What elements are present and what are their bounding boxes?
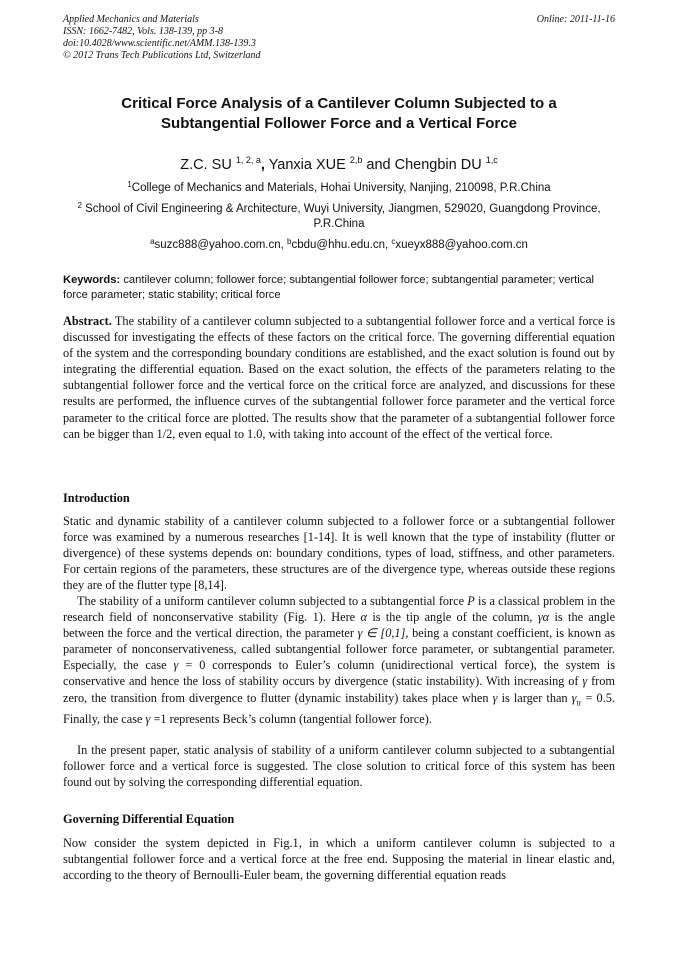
author-2-name: Yanxia XUE	[268, 157, 346, 173]
introduction-paragraph-1: Static and dynamic stability of a cantilever column subjected to a follower force or a subtangential follower force was examined by a numerous researches [1-14]. It is well known that the type of instability (flutter or divergence) of these systems depends on: boundary conditions, types of load, stiffness, and other parameters. For certain regions of the parameters, these structures are of the divergence type, whereas outside these regions they are of the flutter type [8,14].	[63, 514, 615, 593]
keywords-label: Keywords:	[63, 274, 121, 286]
email-c-sup: c	[391, 237, 396, 246]
email-b: cbdu@hhu.edu.cn,	[291, 239, 389, 251]
intro-p2-text-j: = 0.5. Finally, the case	[63, 690, 615, 727]
author-1-sup: 1, 2, a	[235, 155, 261, 165]
intro-p2-text-a: The stability of a uniform cantilever column subjected to a subtangential force	[77, 594, 465, 608]
introduction-paragraph-3: In the present paper, static analysis of stability of a uniform cantilever column subjected to a subtangential follower force and a vertical force is suggested. The close solution to critical force of this system has been found out by solving the corresponding differential equation.	[63, 743, 615, 790]
symbol-gamma-0: γ	[173, 658, 179, 673]
intro-p2-text-k: =1 represents Beck’s column (tangential follower force).	[153, 712, 432, 727]
email-a-sup: a	[150, 237, 155, 246]
paper-title	[63, 94, 615, 134]
author-3-sup: 1,c	[485, 155, 498, 165]
affiliation-1-sup: 1	[127, 180, 132, 189]
online-date: Online: 2011-11-16	[536, 14, 615, 25]
symbol-P: P	[467, 594, 475, 608]
journal-header	[63, 14, 615, 62]
author-and: and	[366, 157, 391, 173]
intro-p2-text-b: is a classical problem in the research field of nonconservative stability (Fig. 1). Here	[63, 594, 615, 625]
abstract-label: Abstract.	[63, 314, 112, 328]
email-list	[63, 234, 615, 253]
author-1-name: Z.C. SU	[180, 157, 232, 173]
journal-name: Applied Mechanics and Materials	[63, 14, 199, 25]
affiliation-2-text: School of Civil Engineering & Architecture, Wuyi University, Jiangmen, 529020, Guangdong Province, P.R.China	[85, 203, 601, 230]
keywords-text: cantilever column; follower force; subtangential follower force; subtangential parameter; vertical force parameter; static stability; critical force	[63, 274, 595, 301]
intro-p2-text-h: from zero, the transition from divergence to flutter (dynamic instability) takes place when	[63, 674, 615, 705]
author-separator: ,	[260, 157, 265, 173]
symbol-gamma-3: γ	[145, 712, 151, 727]
intro-p2-text-f: = 0 corresponds to Euler’s column (unidirectional vertical force), the system is conservative and hence the loss of stability occurs by divergence (static instability). With increasing of	[63, 658, 616, 689]
journal-copyright: © 2012 Trans Tech Publications Ltd, Switzerland	[63, 50, 261, 61]
journal-issn: ISSN: 1662-7482, Vols. 138-139, pp 3-8	[63, 26, 223, 37]
intro-p2-text-e: being a constant coefficient, is known as parameter of nonconservativeness, called subtangential follower force parameter, or subtangential parameter. Especially, the case	[63, 626, 615, 673]
keywords-block	[63, 273, 615, 302]
email-c: xueyx888@yahoo.com.cn	[395, 239, 528, 251]
symbol-gamma-1: γ	[582, 674, 588, 689]
title-line-2: Subtangential Follower Force and a Vertical Force	[161, 115, 517, 132]
email-b-sup: b	[287, 237, 292, 246]
abstract-paragraph	[63, 313, 615, 442]
affiliation-1	[63, 177, 615, 196]
title-line-1: Critical Force Analysis of a Cantilever Column Subjected to a	[121, 95, 557, 112]
subscript-tr: tr	[576, 698, 582, 708]
affiliation-2-sup: 2	[77, 201, 82, 210]
symbol-alpha: α	[360, 610, 367, 625]
author-list	[63, 151, 615, 174]
intro-p2-text-c: is the tip angle of the column,	[372, 610, 533, 625]
email-a: suzc888@yahoo.com.cn,	[154, 239, 284, 251]
abstract-text: The stability of a cantilever column subjected to a subtangential follower force and a vertical force is discussed for investigating the effects of these factors on the critical force. The governing differential equation of the system and the corresponding boundary conditions are established, and the exact solution is found out by integrating the differential equation. Based on the exact solution, the effects of the parameters relating to the subtangential follower force and the vertical force on the critical force are analyzed, and discussions for these results are performed, the influence curves of the subtangential follower force parameter and the vertical force parameter to the critical force are plotted. The results show that the parameter of a subtangential follower force can be bigger than 1/2, even equal to 1.0, with taking into account of the effect of the vertical force.	[63, 314, 615, 441]
governing-equation-heading: Governing Differential Equation	[63, 812, 235, 826]
affiliation-2	[63, 198, 615, 232]
symbol-gamma-2: γ	[492, 690, 498, 705]
introduction-paragraph-2	[63, 593, 615, 727]
introduction-heading: Introduction	[63, 491, 130, 505]
gamma-range: γ ∈ [0,1],	[357, 626, 409, 641]
author-2-sup: 2,b	[349, 155, 363, 165]
journal-doi: doi:10.4028/www.scientific.net/AMM.138-139.3	[63, 38, 256, 49]
affiliation-1-text: College of Mechanics and Materials, Hohai University, Nanjing, 210098, P.R.China	[131, 182, 551, 194]
intro-p2-text-i: is larger than	[501, 690, 568, 705]
intro-p2-text-d: is the angle between the force and the vertical direction, the parameter	[63, 610, 616, 641]
symbol-gamma-alpha: γα	[537, 610, 550, 625]
author-3-name: Chengbin DU	[394, 157, 482, 173]
governing-equation-paragraph: Now consider the system depicted in Fig.1, in which a uniform cantilever column is subjected to a subtangential follower force and a vertical force at the free end. Supposing the material in linear elastic and, according to the theory of Bernoulli-Euler beam, the governing differential equation reads	[63, 836, 615, 883]
symbol-gamma-tr: γ	[571, 690, 577, 705]
